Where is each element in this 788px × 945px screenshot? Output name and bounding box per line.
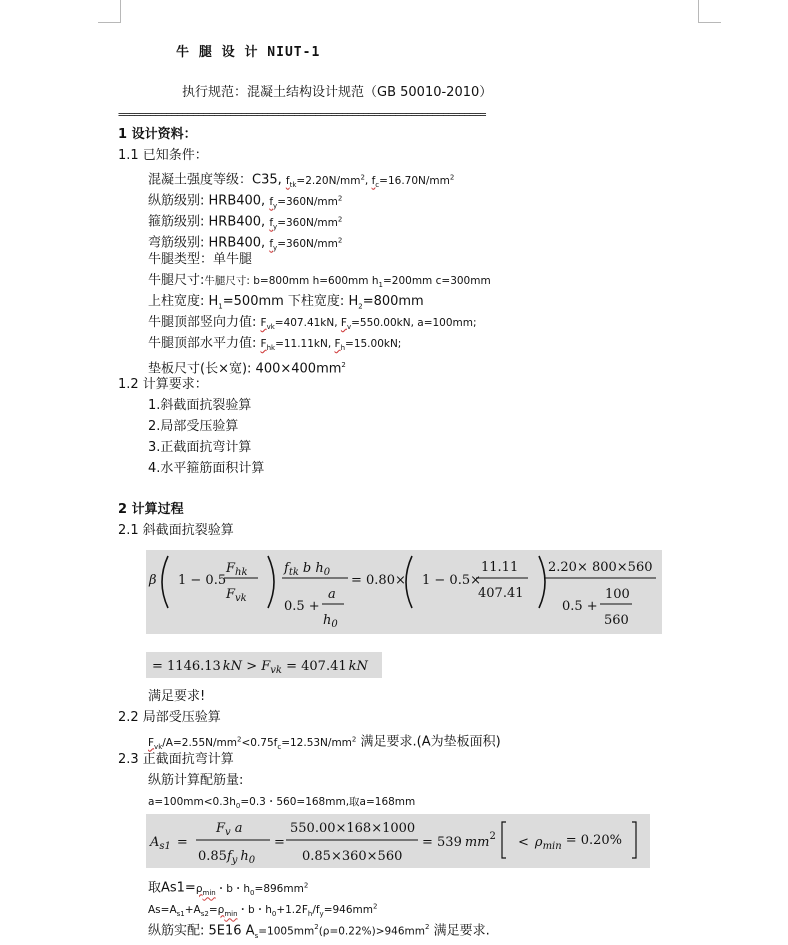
svg-text:2.20× 800×560: 2.20× 800×560 (548, 560, 653, 575)
subsection-2-1: 2.1 斜截面抗裂验算 (118, 523, 234, 538)
svg-text:= 0.80×: = 0.80× (351, 573, 406, 588)
svg-text:0.85×360×560: 0.85×360×560 (302, 849, 403, 864)
svg-text:= 539mm2: = 539 $mm^2$ (422, 831, 496, 850)
svg-text:Fvk: $F_{vk}$ (226, 587, 247, 604)
subsection-2-3: 2.3 正截面抗弯计算 (118, 752, 234, 767)
crack-check-ok: 满足要求! (148, 689, 206, 704)
page-corner-mark-left (98, 0, 121, 23)
left-bracket (502, 822, 506, 858)
section-2-heading: 2 计算过程 (118, 502, 184, 517)
requirement-3: 3.正截面抗弯计算 (148, 440, 252, 455)
requirement-4: 4.水平箍筋面积计算 (148, 461, 265, 476)
beta-symbol: β (149, 573, 157, 588)
a-value-line: $a=100mm<0.3h_0=0.3$・560=168mm,取a=168mm (148, 796, 416, 811)
svg-text:11.11: 11.11 (481, 560, 519, 575)
one-minus: 1 − 0.5 (178, 573, 227, 588)
crack-check-result (146, 652, 382, 678)
corbel-size: 牛腿尺寸:牛腿尺寸: b=800mm h=600mm $h_1=200mm$ c=300mm (148, 273, 491, 290)
subsection-2-2: 2.2 局部受压验算 (118, 710, 221, 725)
design-code: 执行规范：混凝土结构设计规范（GB 50010-2010） (182, 85, 493, 100)
svg-text:0.5 +: 0.5 + (562, 599, 598, 614)
svg-text:=: = (274, 835, 285, 850)
requirement-2: 2.局部受压验算 (148, 419, 239, 434)
total-as-line: $As=A_{s1}+A_{s2}=\rho_{min}$・b・$h_0+1.2F_h/f_y=946mm^2$ (148, 902, 378, 918)
svg-text:ftkb h0: $f_{tk}$ b $h_0$ (284, 561, 331, 578)
column-widths: 上柱宽度: $H_1=500mm$ 下柱宽度: $H_2=800mm$ (148, 294, 424, 311)
doc-title: 牛 腿 设 计 NIUT-1 (176, 45, 321, 60)
svg-text:0.5 +: 0.5 + (284, 599, 320, 614)
reinforcement-calc-label: 纵筋计算配筋量: (148, 773, 244, 788)
longitudinal-bar-grade: 纵筋级别: HRB400, $f_y=360N/mm^2$ (148, 193, 343, 210)
horizontal-force: 牛腿顶部水平力值: $F_{hk}=11.11kN$, $F_h=15.00kN$; (148, 336, 402, 353)
svg-text:100: 100 (605, 587, 630, 602)
svg-text:Fva: $F_v$ a (216, 821, 243, 838)
crack-check-formula (146, 550, 662, 634)
right-paren-1 (268, 556, 274, 608)
subsection-1-1: 1.1 已知条件： (118, 148, 208, 163)
right-bracket (632, 822, 636, 858)
svg-text:560: 560 (604, 613, 629, 628)
take-as1-line: 取$As1=\rho_{min}$・b・$h_0=896mm^2$ (148, 880, 309, 897)
svg-text:a: a (328, 587, 336, 602)
section-1-heading: 1 设计资料： (118, 127, 197, 142)
separator-line: ===================================================================== (118, 108, 486, 121)
left-paren-1 (162, 556, 168, 608)
steel-area-formula (146, 814, 650, 868)
actual-reinforcement-line: 纵筋实配: 5E16 $A_s=1005mm^2(\rho=0.22\%)>946mm^2$ 满足要求. (148, 923, 490, 940)
concrete-grade: 混凝土强度等级：C35, $f_{tk}=2.20N/mm^2$, $f_c=16.70N/mm^2$ (148, 172, 455, 189)
svg-text:Fhk: $F_{hk}$ (226, 561, 248, 578)
svg-text:<ρmin= 0.20%: < $\rho_{min} = 0.20\%$ (518, 833, 623, 852)
bent-bar-grade: 弯筋级别: HRB400, $f_y=360N/mm^2$ (148, 235, 343, 252)
svg-text:0.85fyh0: $0.85f_y$ $h_0$ (198, 849, 256, 866)
requirement-1: 1.斜截面抗裂验算 (148, 398, 252, 413)
right-paren-2 (539, 556, 545, 608)
svg-text:As1=: $A_{s1}$ = (150, 835, 188, 852)
corbel-type: 牛腿类型：单牛腿 (148, 252, 253, 267)
svg-text:550.00×168×1000: 550.00×168×1000 (290, 821, 416, 836)
stirrup-grade: 箍筋级别: HRB400, $f_y=360N/mm^2$ (148, 214, 343, 231)
svg-text:= 1146.13kN > Fvk = 407.41kN: = 1146.13 kN > $F_{vk} = 407.41$ kN (152, 659, 368, 676)
svg-text:1 − 0.5×: 1 − 0.5× (422, 573, 481, 588)
svg-text:407.41: 407.41 (478, 586, 524, 601)
pad-size: 垫板尺寸(长×宽): $400\times 400mm^2$ (148, 361, 346, 377)
left-paren-2 (406, 556, 412, 608)
local-compression-check: $F_{vk}/A=2.55N/mm^2<0.75f_c=12.53N/mm^2$ 满足要求.(A为垫板面积) (148, 734, 501, 751)
vertical-force: 牛腿顶部竖向力值: $F_{vk}=407.41kN$, $F_v=550.00kN$, a=100mm; (148, 315, 477, 332)
svg-text:h0: $h_0$ (323, 613, 338, 630)
page-corner-mark-right (698, 0, 721, 23)
subsection-1-2: 1.2 计算要求： (118, 377, 208, 392)
